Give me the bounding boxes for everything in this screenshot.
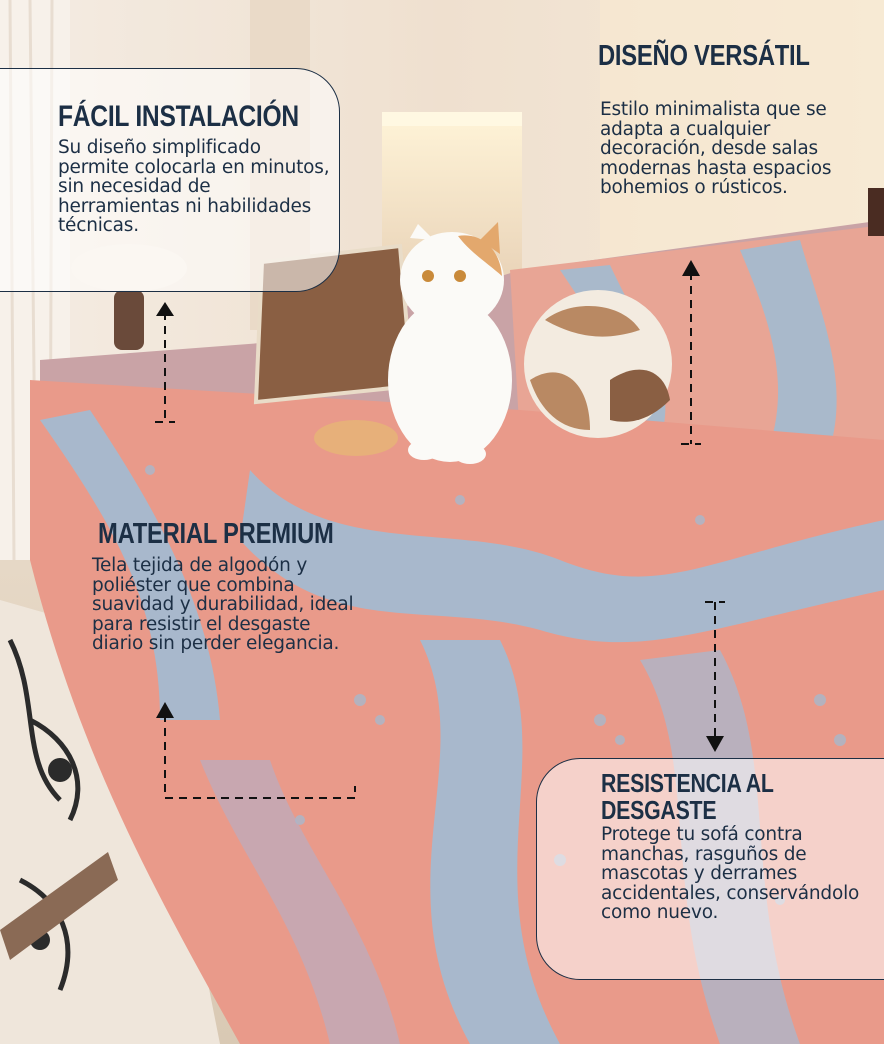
resistance-title: RESISTENCIA AL DESGASTE	[601, 768, 774, 825]
resistance-description: Protege tu sofá contra manchas, rasguños de mascotas y derrames accidentales, conservándolo como nuevo.	[601, 824, 860, 923]
premium-material-description: Tela tejida de algodón y poliéster que combina suavidad y durabilidad, ideal para resistir el desgaste diario sin perder elegancia.	[92, 555, 354, 654]
versatile-design-description: Estilo minimalista que se adapta a cualquier decoración, desde salas modernas hasta espacios bohemios o rústicos.	[600, 99, 832, 198]
versatile-design-title: DISEÑO VERSÁTIL	[598, 40, 810, 72]
resistance-arrow-icon	[700, 596, 730, 756]
installation-description: Su diseño simplificado permite colocarla en minutos, sin necesidad de herramientas ni habilidades técnicas.	[58, 137, 330, 236]
installation-arrow-icon	[150, 298, 180, 428]
installation-title: FÁCIL INSTALACIÓN	[58, 100, 299, 133]
premium-material-title: MATERIAL PREMIUM	[98, 518, 334, 550]
versatile-arrow-icon	[676, 256, 706, 448]
material-arrow-icon	[150, 698, 360, 808]
